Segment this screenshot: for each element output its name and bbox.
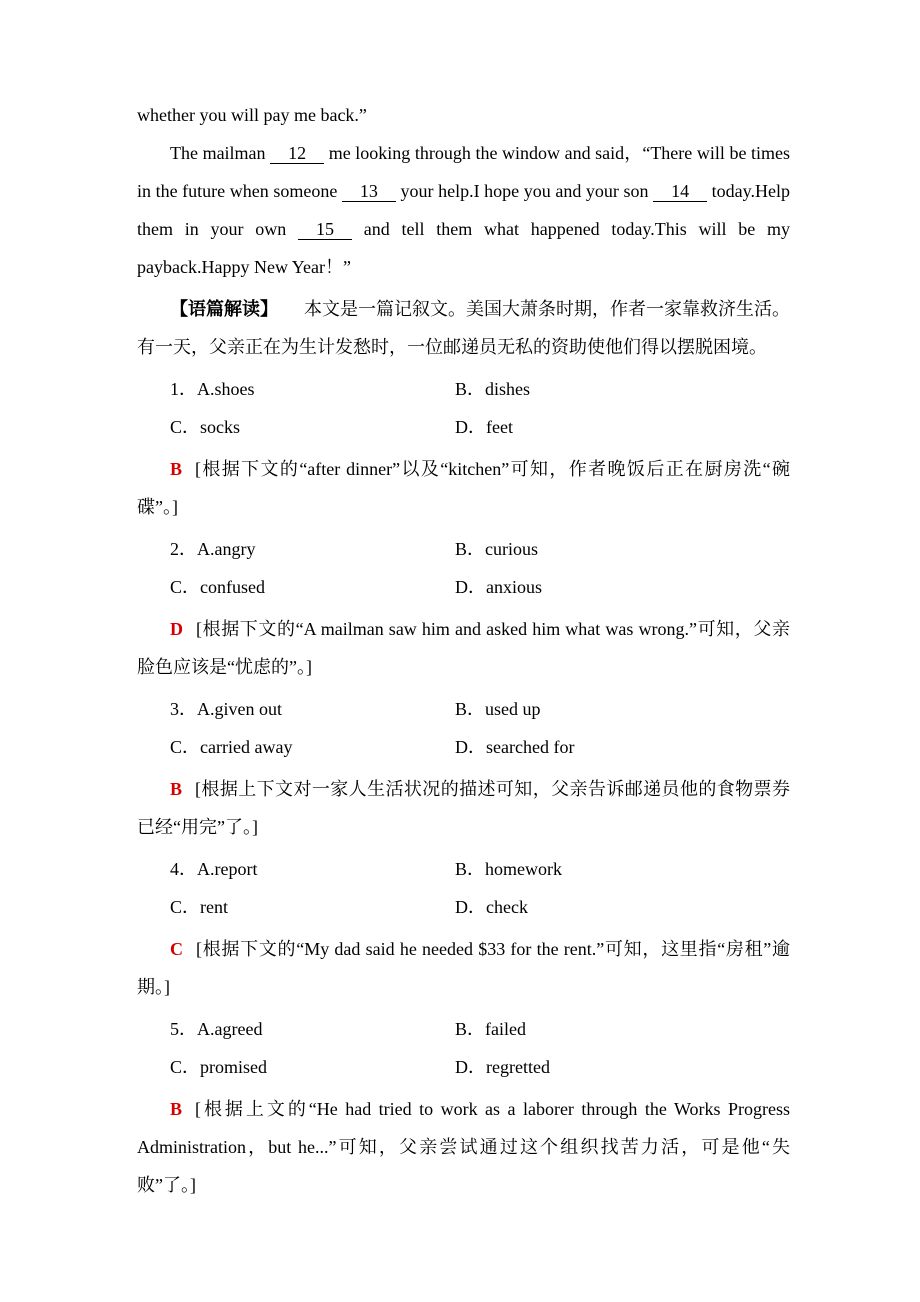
option-row	[170, 728, 790, 766]
passage-text: me looking through the window and said，“There will be times in the future when someone	[137, 143, 791, 201]
option-row	[170, 568, 790, 606]
option-b: B．curious	[455, 539, 538, 559]
passage-text: and tell them what happened today.This will be my payback.Happy New Year！”	[137, 219, 808, 277]
cloze-blank-12: 12	[270, 143, 324, 164]
passage-tail-line: whether you will pay me back.”	[137, 105, 367, 125]
option-c: C．rent	[170, 897, 228, 917]
passage-text: your help.I hope you and your son	[395, 181, 654, 201]
option-c: C．promised	[170, 1057, 267, 1077]
option-label: A.agreed	[197, 1019, 263, 1039]
answer-letter: B	[170, 779, 183, 799]
answer-explanation: [根据下文的“A mailman saw him and asked him what was wrong.”可知，父亲脸色应该是“忧虑的”。]	[137, 619, 790, 677]
option-a	[170, 1010, 455, 1048]
option-row	[170, 888, 790, 926]
question-number: 1．	[170, 379, 197, 399]
option-row	[170, 1010, 790, 1048]
answer-letter: B	[170, 459, 183, 479]
option-c: C．socks	[170, 417, 241, 437]
option-a	[170, 690, 455, 728]
answer-explanation: [根据上文的“He had tried to work as a laborer through the Works Progress Administration，but he...”可知，父亲尝试通过这个组织找苦力活，可是他“失败”了。]	[137, 1099, 790, 1195]
answer-letter: B	[170, 1099, 183, 1119]
option-b: B．used up	[455, 699, 541, 719]
option-label: A.report	[197, 859, 258, 879]
question-block-2	[137, 530, 790, 686]
option-d: D．regretted	[455, 1057, 550, 1077]
option-d: D．anxious	[455, 577, 542, 597]
option-b: B．failed	[455, 1019, 526, 1039]
cloze-blank-14: 14	[653, 181, 707, 202]
option-row	[170, 850, 790, 888]
passage-text: The mailman	[170, 143, 271, 163]
answer-explanation: [根据下文的“My dad said he needed $33 for the rent.”可知，这里指“房租”逾期。]	[137, 939, 790, 997]
answer-paragraph	[137, 610, 790, 686]
question-block-5	[137, 1010, 790, 1204]
option-row	[170, 370, 790, 408]
question-block-3	[137, 690, 790, 846]
cloze-blank-13: 13	[342, 181, 396, 202]
option-a	[170, 370, 455, 408]
option-a	[170, 530, 455, 568]
option-row	[170, 530, 790, 568]
option-d: D．searched for	[455, 737, 575, 757]
option-b: B．dishes	[455, 379, 531, 399]
answer-letter: C	[170, 939, 183, 959]
answer-letter: D	[170, 619, 183, 639]
option-row	[170, 408, 790, 446]
option-row	[170, 690, 790, 728]
option-c: C．confused	[170, 577, 265, 597]
option-label: A.shoes	[197, 379, 255, 399]
option-row	[170, 1048, 790, 1086]
answer-explanation: [根据上下文对一家人生活状况的描述可知，父亲告诉邮递员他的食物票券已经“用完”了。]	[137, 779, 790, 837]
question-number: 5．	[170, 1019, 197, 1039]
analysis-label: 【语篇解读】	[170, 299, 278, 319]
question-number: 3．	[170, 699, 197, 719]
option-label: A.angry	[197, 539, 256, 559]
cloze-blank-15: 15	[298, 219, 352, 240]
answer-explanation: [根据下文的“after dinner”以及“kitchen”可知，作者晚饭后正在厨房洗“碗碟”。]	[137, 459, 790, 517]
answer-paragraph	[137, 1090, 790, 1204]
passage-text: today.Help them in your own	[137, 181, 790, 239]
question-block-1	[137, 370, 790, 526]
passage-paragraph	[137, 134, 808, 286]
question-block-4	[137, 850, 790, 1006]
option-d: D．feet	[455, 417, 513, 437]
answer-paragraph	[137, 930, 790, 1006]
option-label: A.given out	[197, 699, 282, 719]
analysis-text: 本文是一篇记叙文。美国大萧条时期，作者一家靠救济生活。有一天，父亲正在为生计发愁时，一位邮递员无私的资助使他们得以摆脱困境。	[137, 299, 790, 357]
question-number: 2．	[170, 539, 197, 559]
option-c: C．carried away	[170, 737, 293, 757]
answer-paragraph	[137, 770, 790, 846]
option-a	[170, 850, 455, 888]
question-number: 4．	[170, 859, 197, 879]
option-b: B．homework	[455, 859, 562, 879]
answer-paragraph	[137, 450, 790, 526]
analysis-paragraph	[137, 290, 790, 366]
option-d: D．check	[455, 897, 528, 917]
